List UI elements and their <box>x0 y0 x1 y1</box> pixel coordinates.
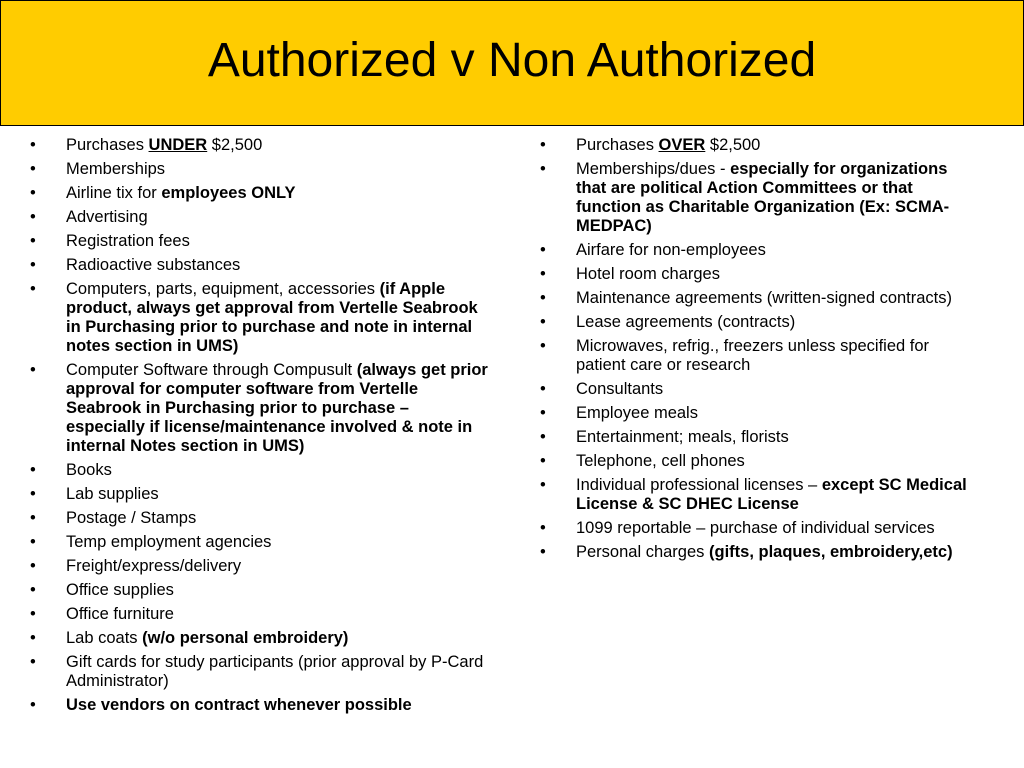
item-emphasis-text: except SC Medical License & SC DHEC License <box>576 476 967 513</box>
authorized-item <box>30 461 492 480</box>
item-text: Office supplies <box>66 581 174 599</box>
item-text: Maintenance agreements (written-signed contracts) <box>576 289 953 307</box>
item-emphasis-text: (gifts, plaques, embroidery,etc) <box>709 543 953 561</box>
bullet-icon: • <box>540 313 546 331</box>
item-text: Books <box>66 461 112 479</box>
bullet-icon: • <box>30 461 36 479</box>
item-text: Lab supplies <box>66 485 159 503</box>
non-authorized-item <box>540 241 976 260</box>
item-text: Temp employment agencies <box>66 533 272 551</box>
non-authorized-item <box>540 337 976 375</box>
authorized-item <box>30 696 492 715</box>
item-text: Employee meals <box>576 404 698 422</box>
authorized-item <box>30 533 492 552</box>
bullet-icon: • <box>540 404 546 422</box>
bullet-icon: • <box>540 428 546 446</box>
item-text: Airline tix for <box>66 184 162 202</box>
non-authorized-item <box>540 265 976 284</box>
bullet-icon: • <box>540 160 546 178</box>
item-text: Advertising <box>66 208 148 226</box>
bullet-icon: • <box>30 208 36 226</box>
item-text: Gift cards for study participants (prior approval by P-Card Administrator) <box>66 653 484 690</box>
bullet-icon: • <box>30 485 36 503</box>
authorized-item <box>30 557 492 576</box>
bullet-icon: • <box>540 452 546 470</box>
non-authorized-item <box>540 476 976 514</box>
item-text: Airfare for non-employees <box>576 241 766 259</box>
item-text: Lease agreements (contracts) <box>576 313 796 331</box>
bullet-icon: • <box>540 241 546 259</box>
bullet-icon: • <box>540 289 546 307</box>
bullet-icon: • <box>540 337 546 355</box>
authorized-item <box>30 160 492 179</box>
authorized-list <box>30 136 492 720</box>
item-text: Telephone, cell phones <box>576 452 745 470</box>
item-text: $2,500 <box>705 136 761 154</box>
item-text: Freight/express/delivery <box>66 557 242 575</box>
bullet-icon: • <box>30 184 36 202</box>
title-bar <box>0 0 1024 126</box>
bullet-icon: • <box>30 653 36 671</box>
item-emphasis-text: Use vendors on contract whenever possible <box>66 696 412 714</box>
bullet-icon: • <box>30 533 36 551</box>
item-emphasis-text: especially for organizations that are political Action Committees or that function as Charitable Organization (Ex: SCMA-MEDPAC) <box>576 160 950 235</box>
non-authorized-item <box>540 428 976 447</box>
bullet-icon: • <box>540 380 546 398</box>
authorized-item <box>30 136 492 155</box>
authorized-item <box>30 605 492 624</box>
non-authorized-item <box>540 289 976 308</box>
item-text: Purchases <box>576 136 659 154</box>
bullet-icon: • <box>30 557 36 575</box>
item-text: 1099 reportable – purchase of individual services <box>576 519 935 537</box>
item-text: Registration fees <box>66 232 190 250</box>
non-authorized-item <box>540 519 976 538</box>
item-text: Office furniture <box>66 605 174 623</box>
non-authorized-item <box>540 404 976 423</box>
item-emphasis-text: OVER <box>658 136 706 154</box>
item-text: Hotel room charges <box>576 265 720 283</box>
item-text: Radioactive substances <box>66 256 241 274</box>
item-emphasis-text: UNDER <box>148 136 208 154</box>
authorized-item <box>30 184 492 203</box>
authorized-item <box>30 581 492 600</box>
item-emphasis-text: (if Apple product, always get approval from Vertelle Seabrook in Purchasing prior to purchase and note in internal notes section in UMS) <box>66 280 478 355</box>
item-text: Consultants <box>576 380 664 398</box>
bullet-icon: • <box>30 160 36 178</box>
item-text: Personal charges <box>576 543 709 561</box>
authorized-item <box>30 361 492 456</box>
bullet-icon: • <box>30 361 36 379</box>
bullet-icon: • <box>540 519 546 537</box>
bullet-icon: • <box>540 136 546 154</box>
item-text: Computers, parts, equipment, accessories <box>66 280 380 298</box>
item-text: Memberships <box>66 160 166 178</box>
bullet-icon: • <box>540 543 546 561</box>
item-text: Lab coats <box>66 629 143 647</box>
item-emphasis-text: (w/o personal embroidery) <box>142 629 349 647</box>
non-authorized-item <box>540 136 976 155</box>
authorized-item <box>30 256 492 275</box>
bullet-icon: • <box>30 136 36 154</box>
non-authorized-list <box>540 136 976 567</box>
bullet-icon: • <box>30 581 36 599</box>
authorized-item <box>30 208 492 227</box>
item-text: Purchases <box>66 136 149 154</box>
authorized-item <box>30 232 492 251</box>
authorized-item <box>30 280 492 356</box>
non-authorized-item <box>540 380 976 399</box>
bullet-icon: • <box>30 629 36 647</box>
item-text: Microwaves, refrig., freezers unless specified for patient care or research <box>576 337 930 374</box>
non-authorized-item <box>540 543 976 562</box>
slide-title: Authorized v Non Authorized <box>207 33 817 87</box>
item-text: Computer Software through Compusult <box>66 361 357 379</box>
authorized-item <box>30 509 492 528</box>
bullet-icon: • <box>30 280 36 298</box>
item-emphasis-text: employees ONLY <box>161 184 296 202</box>
non-authorized-item <box>540 313 976 332</box>
item-text: $2,500 <box>207 136 263 154</box>
item-text: Individual professional licenses – <box>576 476 822 494</box>
bullet-icon: • <box>30 256 36 274</box>
bullet-icon: • <box>30 509 36 527</box>
item-text: Entertainment; meals, florists <box>576 428 789 446</box>
item-emphasis-text: (always get prior approval for computer software from Vertelle Seabrook in Purchasing prior to purchase – especially if license/maintenance involved & note in internal Notes section in UMS) <box>66 361 488 455</box>
bullet-icon: • <box>540 265 546 283</box>
bullet-icon: • <box>30 605 36 623</box>
bullet-icon: • <box>30 696 36 714</box>
bullet-icon: • <box>30 232 36 250</box>
non-authorized-item <box>540 160 976 236</box>
non-authorized-item <box>540 452 976 471</box>
authorized-item <box>30 485 492 504</box>
authorized-item <box>30 653 492 691</box>
item-text: Postage / Stamps <box>66 509 197 527</box>
bullet-icon: • <box>540 476 546 494</box>
item-text: Memberships/dues - <box>576 160 731 178</box>
authorized-item <box>30 629 492 648</box>
